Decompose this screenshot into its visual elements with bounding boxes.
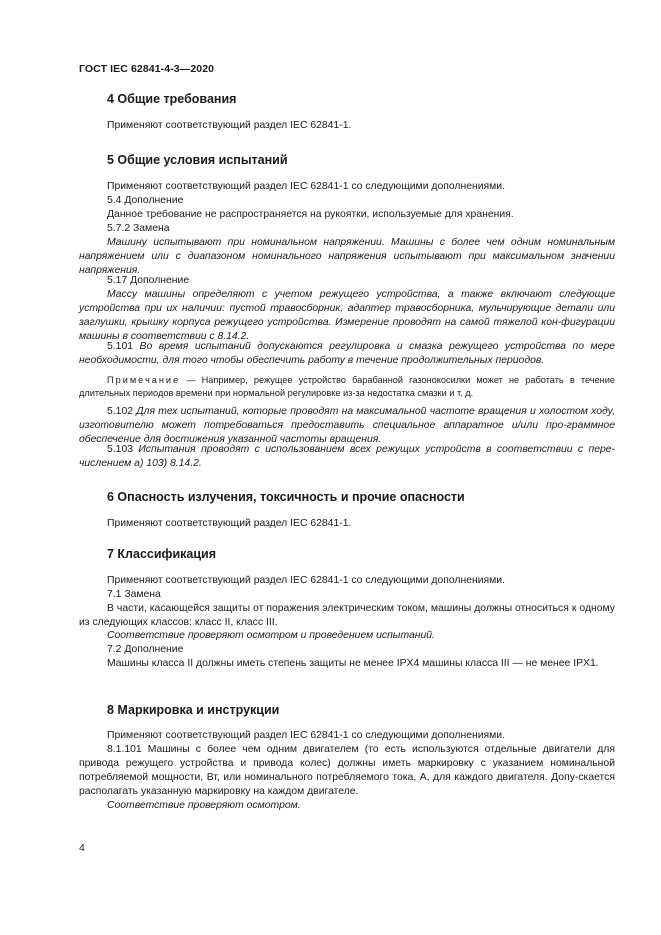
section-8-title: 8 Маркировка и инструкции [107,703,280,717]
note-text: — Например, режущее устройство барабанной газонокосилки может не работать в течение длительных периодов времени при нормальной регулировке из-за недостатка смазки и т. д. [79,375,615,398]
section-8-paragraph-1: Применяют соответствующий раздел IEC 62841-1 со следующими дополнениями. [107,730,505,741]
clause-5-101-text: Во время испытаний допускаются регулировка и смазка режущего устройства по мере необходимости, для того чтобы обеспечить работу в течение продолжительных периодов. [79,341,615,367]
section-5-4-heading: 5.4 Дополнение [107,195,184,206]
section-6-paragraph: Применяют соответствующий раздел IEC 62841-1. [107,518,352,529]
section-8-compliance: Соответствие проверяют осмотром. [107,800,301,811]
page-number: 4 [79,843,85,854]
section-5-paragraph-1: Применяют соответствующий раздел IEC 62841-1 со следующими дополнениями. [107,181,505,192]
clause-5-103-number: 5.103 [107,444,139,455]
section-5-7-2-text: Машину испытывают при номинальном напряжении. Машины с более чем одним номинальным напряжением или с диапазоном номинального напряжения испытывают при максимальном значении напряжения. [79,237,615,277]
section-7-1-heading: 7.1 Замена [107,589,161,600]
section-5-17-text: Массу машины определяют с учетом режущего устройства, а также включают следующие устройства при их наличии: пустой травосборник, адаптер травосборника, мульчирующие детали или заглушки, крышку корпуса режущего устройства. Измерение проводят на самой тяжелой кон-фигурации машины в соответствии с 8.14.2. [79,289,615,343]
section-5-4-text: Данное требование не распространяется на рукоятки, используемые для хранения. [107,209,514,220]
section-5-102-paragraph [79,405,615,447]
section-4-paragraph: Применяют соответствующий раздел IEC 62841-1. [107,120,352,131]
clause-5-102-number: 5.102 [107,406,137,417]
clause-5-103-text: Испытания проводят с использованием всех режущих устройств в соответствии с пере-числением a) 103) 8.14.2. [79,444,616,470]
section-5-17-heading: 5.17 Дополнение [107,275,190,286]
document-id-header: ГОСТ IEC 62841-4-3—2020 [79,63,215,75]
section-4-title: 4 Общие требования [107,92,237,106]
section-5-title: 5 Общие условия испытаний [107,153,288,167]
section-7-1-compliance: Соответствие проверяют осмотром и проведением испытаний. [107,630,435,641]
note-paragraph [79,374,615,399]
section-7-paragraph-1: Применяют соответствующий раздел IEC 62841-1 со следующими дополнениями. [107,575,505,586]
section-7-2-text: Машины класса II должны иметь степень защиты не менее IPX4 машины класса III — не менее IPX1. [107,658,599,669]
section-5-7-2-heading: 5.7.2 Замена [107,223,170,234]
clause-5-102-text: Для тех испытаний, которые проводят на максимальной частоте вращения и холостом ходу, изготовителю может потребоваться предоставить специальное аппаратное и/или про-граммное обеспечение для достижения указанной частоты вращения. [79,406,616,446]
clause-5-101-number: 5.101 [107,341,140,352]
section-7-1-text: В части, касающейся защиты от поражения электрическим током, машины должны относиться к одному из следующих классов: класс II, класс III. [79,603,615,629]
section-8-1-101-text: 8.1.101 Машины с более чем одним двигателем (то есть используются отдельные двигатели для привода режущего устройства и привода колес) должны иметь маркировку с указанием номинальной потребляемой мощности, Вт, или номинального потребляемого тока, А, для каждого двигателя. Допу-скается располагать указанную маркировку на каждом двигателе. [79,744,615,798]
section-5-103-paragraph [79,443,615,471]
note-label: Примечание [107,375,181,385]
section-6-title: 6 Опасность излучения, токсичность и прочие опасности [107,490,465,504]
section-7-title: 7 Классификация [107,547,217,561]
section-5-101-paragraph [79,340,615,368]
section-7-2-heading: 7.2 Дополнение [107,644,184,655]
